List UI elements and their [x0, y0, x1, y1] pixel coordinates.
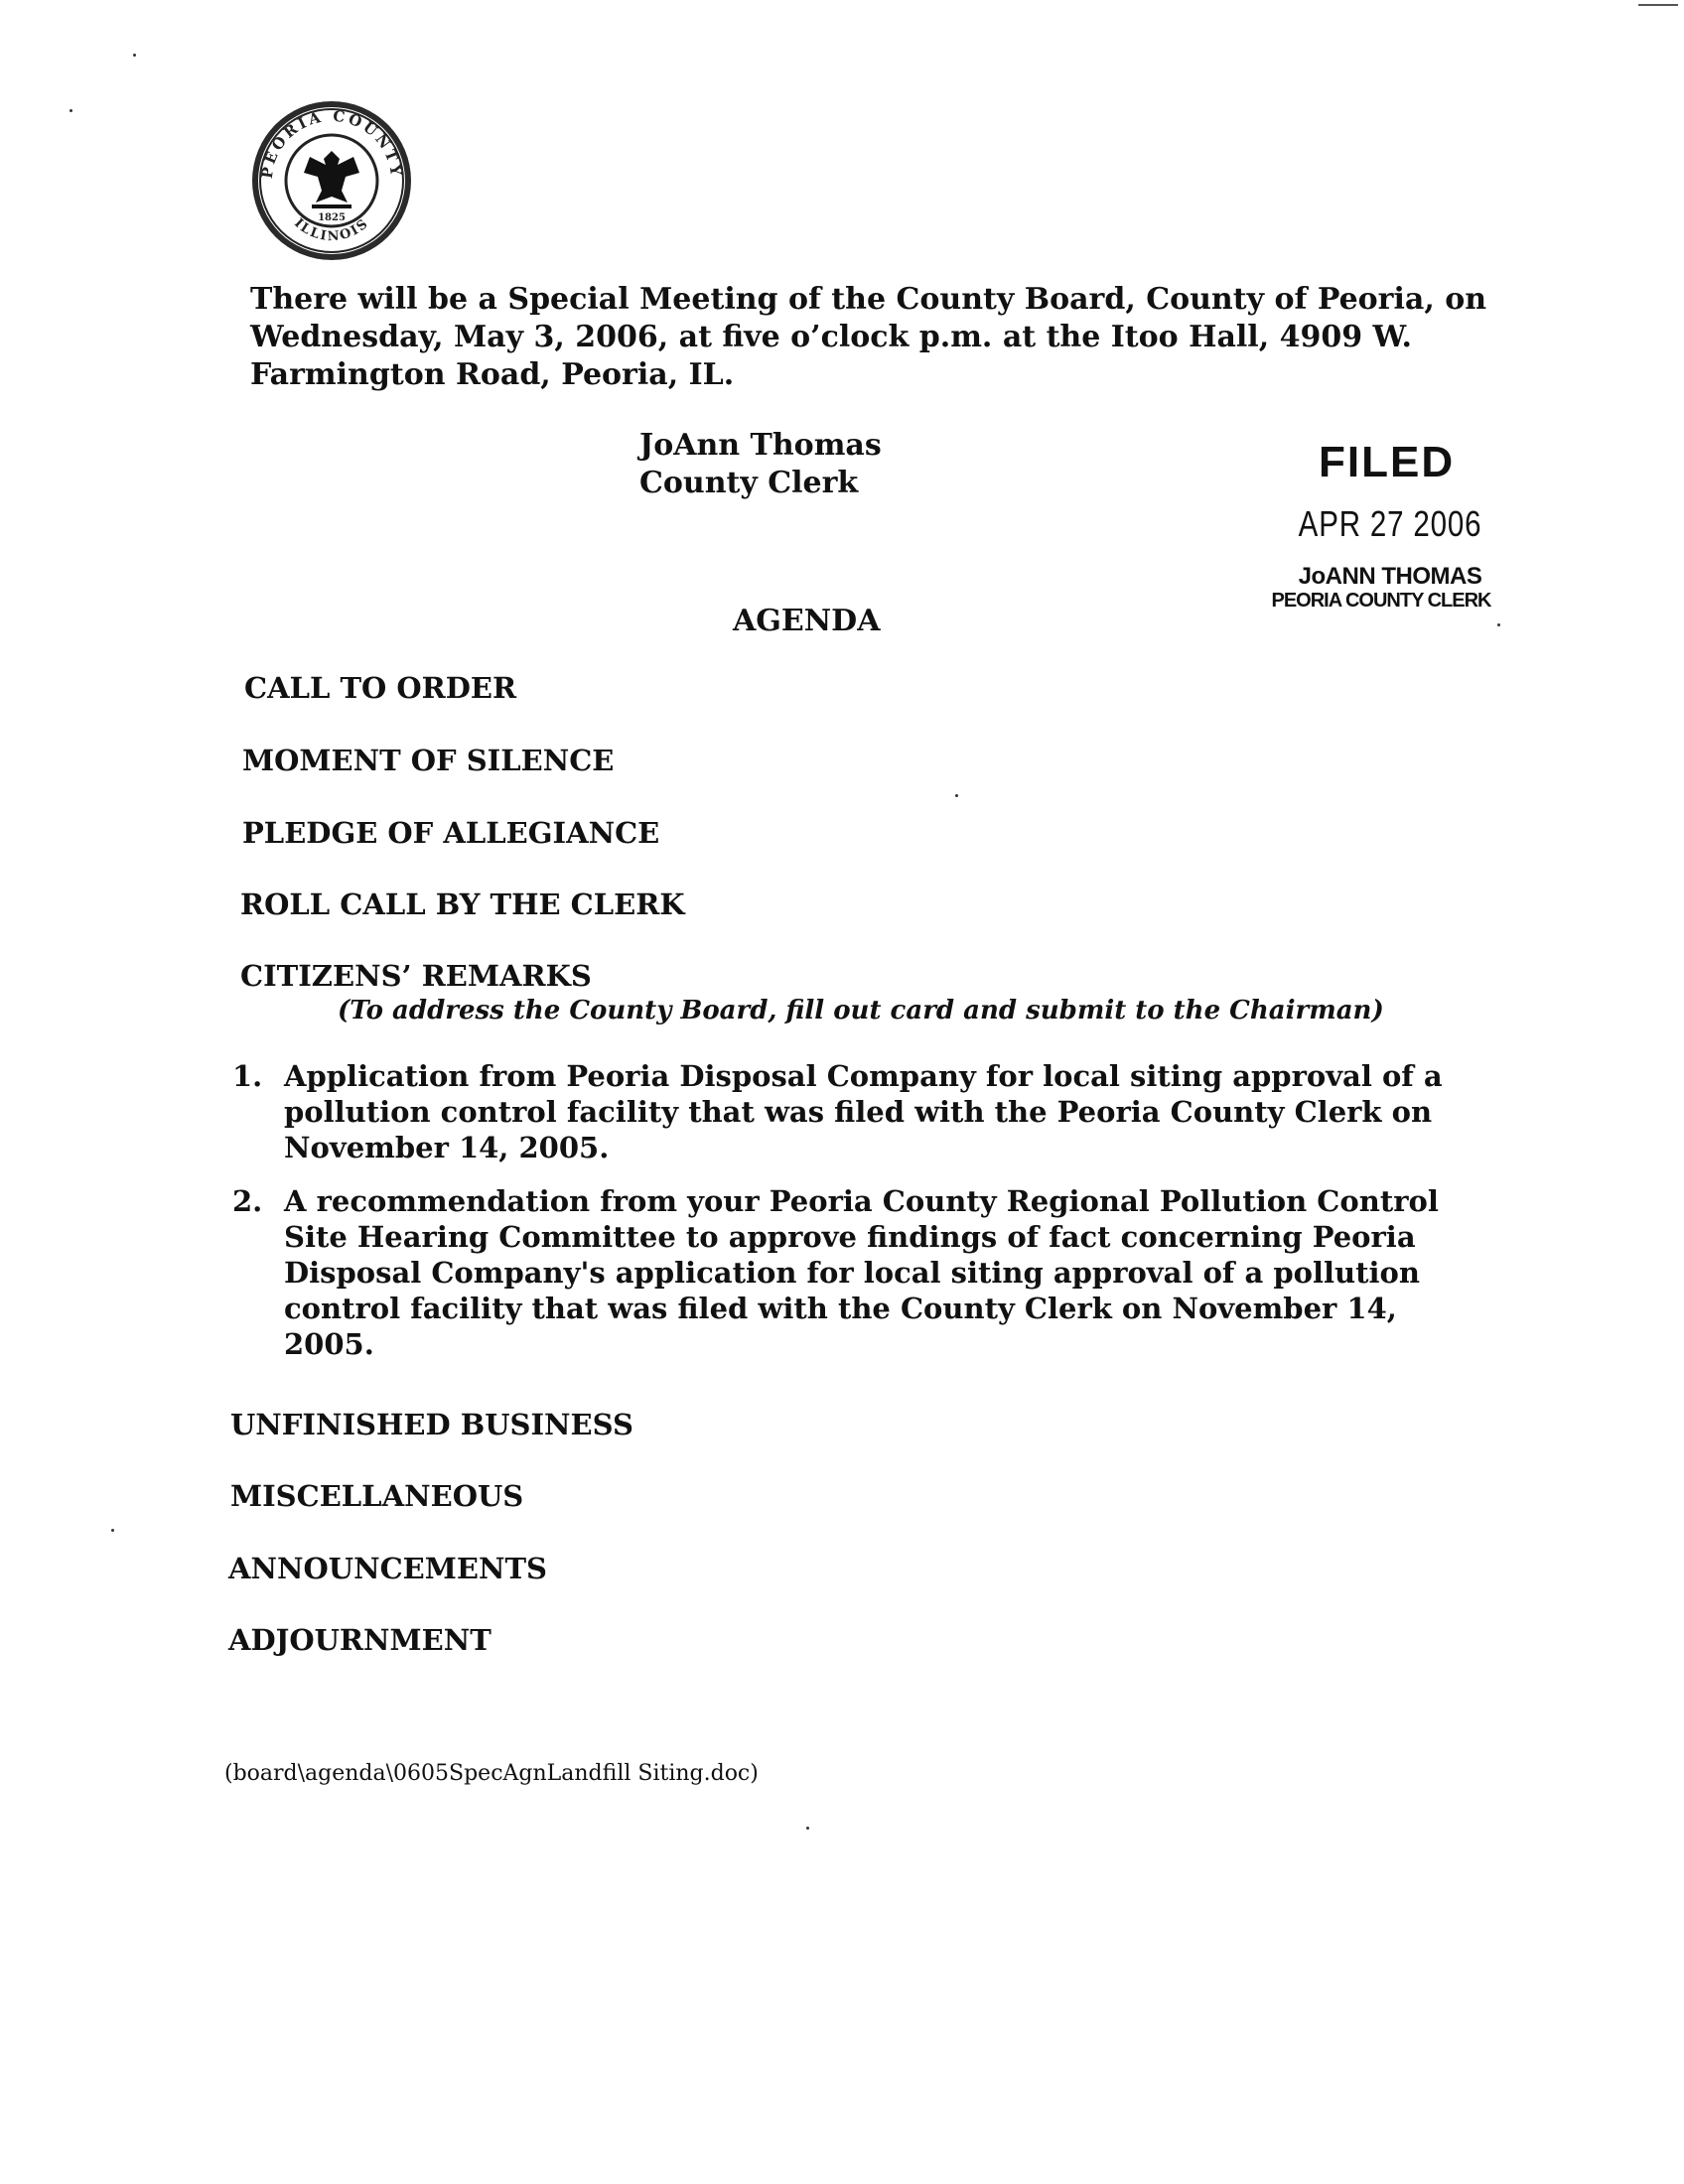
- item-line: control facility that was filed with the County Clerk on November 14,: [284, 1292, 1397, 1325]
- stamp-clerk-office: PEORIA COUNTY CLERK: [1271, 590, 1491, 612]
- agenda-item-2: [232, 1183, 1464, 1362]
- stamp-filed-text: FILED: [1319, 438, 1456, 486]
- signer-block: [639, 427, 882, 502]
- document-filename: (board\agenda\0605SpecAgnLandfill Siting.doc): [224, 1761, 759, 1786]
- notice-line-3: Farmington Road, Peoria, IL.: [250, 357, 735, 392]
- stamp-date: APR 27 2006: [1298, 503, 1482, 544]
- peoria-county-seal: [250, 99, 413, 262]
- item-number: 2.: [232, 1184, 263, 1218]
- scan-speck: [1497, 623, 1500, 626]
- item-line: Application from Peoria Disposal Company for local siting approval of a: [284, 1059, 1443, 1093]
- filed-stamp: [1261, 437, 1519, 612]
- section-call-to-order: CALL TO ORDER: [244, 671, 517, 705]
- item-line: Site Hearing Committee to approve findings of fact concerning Peoria: [284, 1220, 1416, 1254]
- agenda-heading: AGENDA: [733, 604, 881, 638]
- section-unfinished-business: UNFINISHED BUSINESS: [230, 1408, 633, 1441]
- scan-edge-mark: [1638, 4, 1678, 6]
- item-line: A recommendation from your Peoria County Regional Pollution Control: [284, 1184, 1439, 1218]
- scan-speck: [955, 794, 958, 797]
- signer-title: County Clerk: [639, 466, 859, 500]
- section-miscellaneous: MISCELLANEOUS: [230, 1479, 524, 1513]
- seal-ring-top-text: PEORIA COUNTY: [257, 106, 406, 180]
- remarks-note: (To address the County Board, fill out card and submit to the Chairman): [338, 996, 1384, 1025]
- scan-speck: [111, 1529, 114, 1532]
- seal-year: 1825: [318, 212, 346, 223]
- stamp-clerk-name: JoANN THOMAS: [1298, 563, 1482, 590]
- item-line: November 14, 2005.: [284, 1131, 610, 1164]
- section-pledge: PLEDGE OF ALLEGIANCE: [242, 816, 660, 850]
- section-adjournment: ADJOURNMENT: [228, 1623, 491, 1657]
- item-line: Disposal Company's application for local siting approval of a pollution: [284, 1256, 1420, 1290]
- section-moment-of-silence: MOMENT OF SILENCE: [242, 744, 615, 777]
- scan-speck: [806, 1827, 809, 1830]
- scan-speck: [133, 54, 136, 57]
- agenda-item-1: [232, 1058, 1464, 1165]
- item-line: pollution control facility that was filed with the Peoria County Clerk on: [284, 1095, 1433, 1129]
- item-line: 2005.: [284, 1327, 374, 1361]
- section-roll-call: ROLL CALL BY THE CLERK: [240, 887, 685, 921]
- meeting-notice: [250, 281, 1487, 394]
- notice-line-2: Wednesday, May 3, 2006, at five o’clock p.m. at the Itoo Hall, 4909 W.: [250, 320, 1412, 354]
- item-number: 1.: [232, 1059, 263, 1093]
- scan-speck: [70, 109, 72, 112]
- seal-ring-bottom-text: ILLINOIS: [291, 215, 372, 245]
- notice-line-1: There will be a Special Meeting of the County Board, County of Peoria, on: [250, 282, 1487, 317]
- section-citizens-remarks: CITIZENS’ REMARKS: [240, 959, 592, 993]
- signer-name: JoAnn Thomas: [639, 428, 882, 463]
- section-announcements: ANNOUNCEMENTS: [228, 1552, 547, 1585]
